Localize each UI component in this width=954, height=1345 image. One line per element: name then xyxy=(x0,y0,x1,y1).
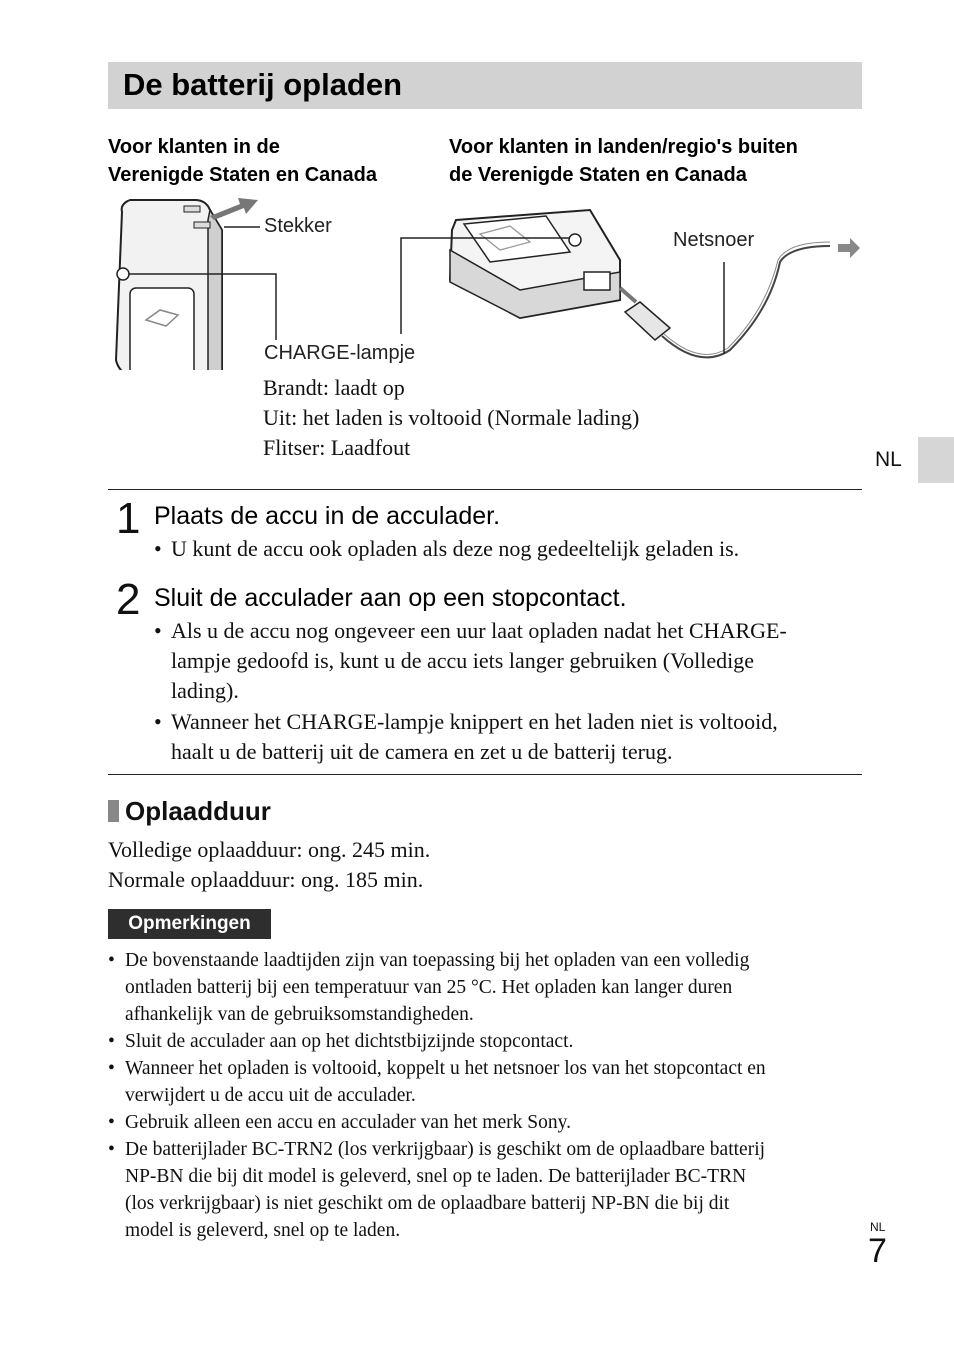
outlet-arrow-icon xyxy=(838,238,860,258)
language-tab xyxy=(918,437,954,483)
plug-arrow-icon xyxy=(210,198,258,220)
section-heading xyxy=(108,796,271,827)
note-line: verwijdert u de accu uit de acculader. xyxy=(125,1085,416,1106)
us-heading xyxy=(108,133,377,189)
note-line: De bovenstaande laadtijden zijn van toepassing bij het opladen van een volledig xyxy=(125,950,750,971)
bullet-line: lading). xyxy=(171,678,239,703)
bullet-line: Als u de accu nog ongeveer een uur laat opladen nadat het CHARGE- xyxy=(171,618,787,643)
bullet-line: haalt u de batterij uit de camera en zet u de batterij terug. xyxy=(171,739,673,764)
us-charge-lamp-icon xyxy=(117,268,129,280)
note-line: De batterijlader BC-TRN2 (los verkrijgbaar) is geschikt om de oplaadbare batterij xyxy=(125,1139,766,1160)
note-item: • De bovenstaande laadtijden zijn van toepassing bij het opladen van een volledig ontladen batterij bij een temperatuur van 25 °C. Het opladen kan langer duren afhankelijk van de gebruiksomstandigheden. xyxy=(108,947,868,1028)
note-line: (los verkrijgbaar) is niet geschikt om de oplaadbare batterij NP-BN die bij dit xyxy=(125,1193,730,1214)
bullet-line: lampje gedoofd is, kunt u de accu iets langer gebruiken (Volledige xyxy=(171,648,755,673)
page-language: NL xyxy=(870,1220,886,1234)
divider xyxy=(108,489,862,490)
us-heading-line: Voor klanten in de xyxy=(108,136,280,158)
section-heading-text: Oplaadduur xyxy=(125,796,271,826)
note-item: • Gebruik alleen een accu en acculader van het merk Sony. xyxy=(108,1109,868,1136)
normal-charge-time: Normale oplaadduur: ong. 185 min. xyxy=(108,867,424,892)
bullet-line: Wanneer het CHARGE-lampje knippert en het laden niet is voltooid, xyxy=(171,709,778,734)
charging-times xyxy=(108,835,430,895)
status-flash: Flitser: Laadfout xyxy=(263,435,411,460)
bullet-text: U kunt de accu ook opladen als deze nog gedeeltelijk geladen is. xyxy=(171,536,740,561)
charger-illustration xyxy=(100,190,870,370)
note-line: Gebruik alleen een accu en acculader van het merk Sony. xyxy=(125,1112,571,1133)
intl-heading-line: Voor klanten in landen/regio's buiten xyxy=(449,136,798,158)
step-number: 2 xyxy=(116,575,141,624)
step-title: Plaats de accu in de acculader. xyxy=(154,502,501,530)
note-line: Wanneer het opladen is voltooid, koppelt u het netsnoer los van het stopcontact en xyxy=(125,1058,766,1079)
language-tab-label: NL xyxy=(875,448,902,471)
cord-plug-icon xyxy=(625,302,670,340)
note-line: ontladen batterij bij een temperatuur van 25 °C. Het opladen kan langer duren xyxy=(125,977,733,998)
note-line: NP-BN die bij dit model is geleverd, snel op te laden. De batterijlader BC-TRN xyxy=(125,1166,747,1187)
notes-badge: Opmerkingen xyxy=(108,909,271,939)
note-item: • Sluit de acculader aan op het dichtstbijzijnde stopcontact. xyxy=(108,1028,868,1055)
page-title: De batterij opladen xyxy=(123,67,403,102)
section-marker-icon xyxy=(108,800,119,822)
step-number: 1 xyxy=(116,494,141,543)
lamp-status-list xyxy=(263,373,639,463)
intl-heading xyxy=(449,133,798,189)
note-item: • De batterijlader BC-TRN2 (los verkrijgbaar) is geschikt om de oplaadbare batterij NP-BN die bij dit model is geleverd, snel op te laden. De batterijlader BC-TRN (los verkrijgbaar) is niet geschikt om de oplaadbare batterij NP-BN die bij dit model is geleverd, snel op te laden. xyxy=(108,1136,868,1244)
full-charge-time: Volledige oplaadduur: ong. 245 min. xyxy=(108,837,431,862)
intl-charger xyxy=(450,210,860,357)
cord-label: Netsnoer xyxy=(673,229,755,251)
note-line: Sluit de acculader aan op het dichtstbijzijnde stopcontact. xyxy=(125,1031,574,1052)
us-heading-line: Verenigde Staten en Canada xyxy=(108,164,377,186)
divider xyxy=(108,774,862,775)
note-item: • Wanneer het opladen is voltooid, koppelt u het netsnoer los van het stopcontact en verwijdert u de accu uit de acculader. xyxy=(108,1055,868,1109)
step-bullet: • U kunt de accu ook opladen als deze nog gedeeltelijk geladen is. xyxy=(154,534,854,564)
step-bullet: • Wanneer het CHARGE-lampje knippert en het laden niet is voltooid, haalt u de batterij uit de camera en zet u de batterij terug. xyxy=(154,707,854,767)
status-off: Uit: het laden is voltooid (Normale lading) xyxy=(263,405,640,430)
note-line: afhankelijk van de gebruiksomstandigheden. xyxy=(125,1004,474,1025)
intl-charge-lamp-icon xyxy=(569,234,581,246)
status-on: Brandt: laadt op xyxy=(263,375,405,400)
ac-inlet-icon xyxy=(584,272,610,290)
intl-heading-line: de Verenigde Staten en Canada xyxy=(449,164,747,186)
page-number: 7 xyxy=(868,1232,887,1270)
step-title: Sluit de acculader aan op een stopcontact. xyxy=(154,584,627,612)
title-bar xyxy=(108,62,862,109)
plug-label: Stekker xyxy=(264,215,332,237)
us-charger xyxy=(116,198,258,370)
note-line: model is geleverd, snel op te laden. xyxy=(125,1220,401,1241)
charge-lamp-label: CHARGE-lampje xyxy=(264,342,416,364)
step-bullet: • Als u de accu nog ongeveer een uur laat opladen nadat het CHARGE- lampje gedoofd is, kunt u de accu iets langer gebruiken (Volledige lading). xyxy=(154,616,854,706)
